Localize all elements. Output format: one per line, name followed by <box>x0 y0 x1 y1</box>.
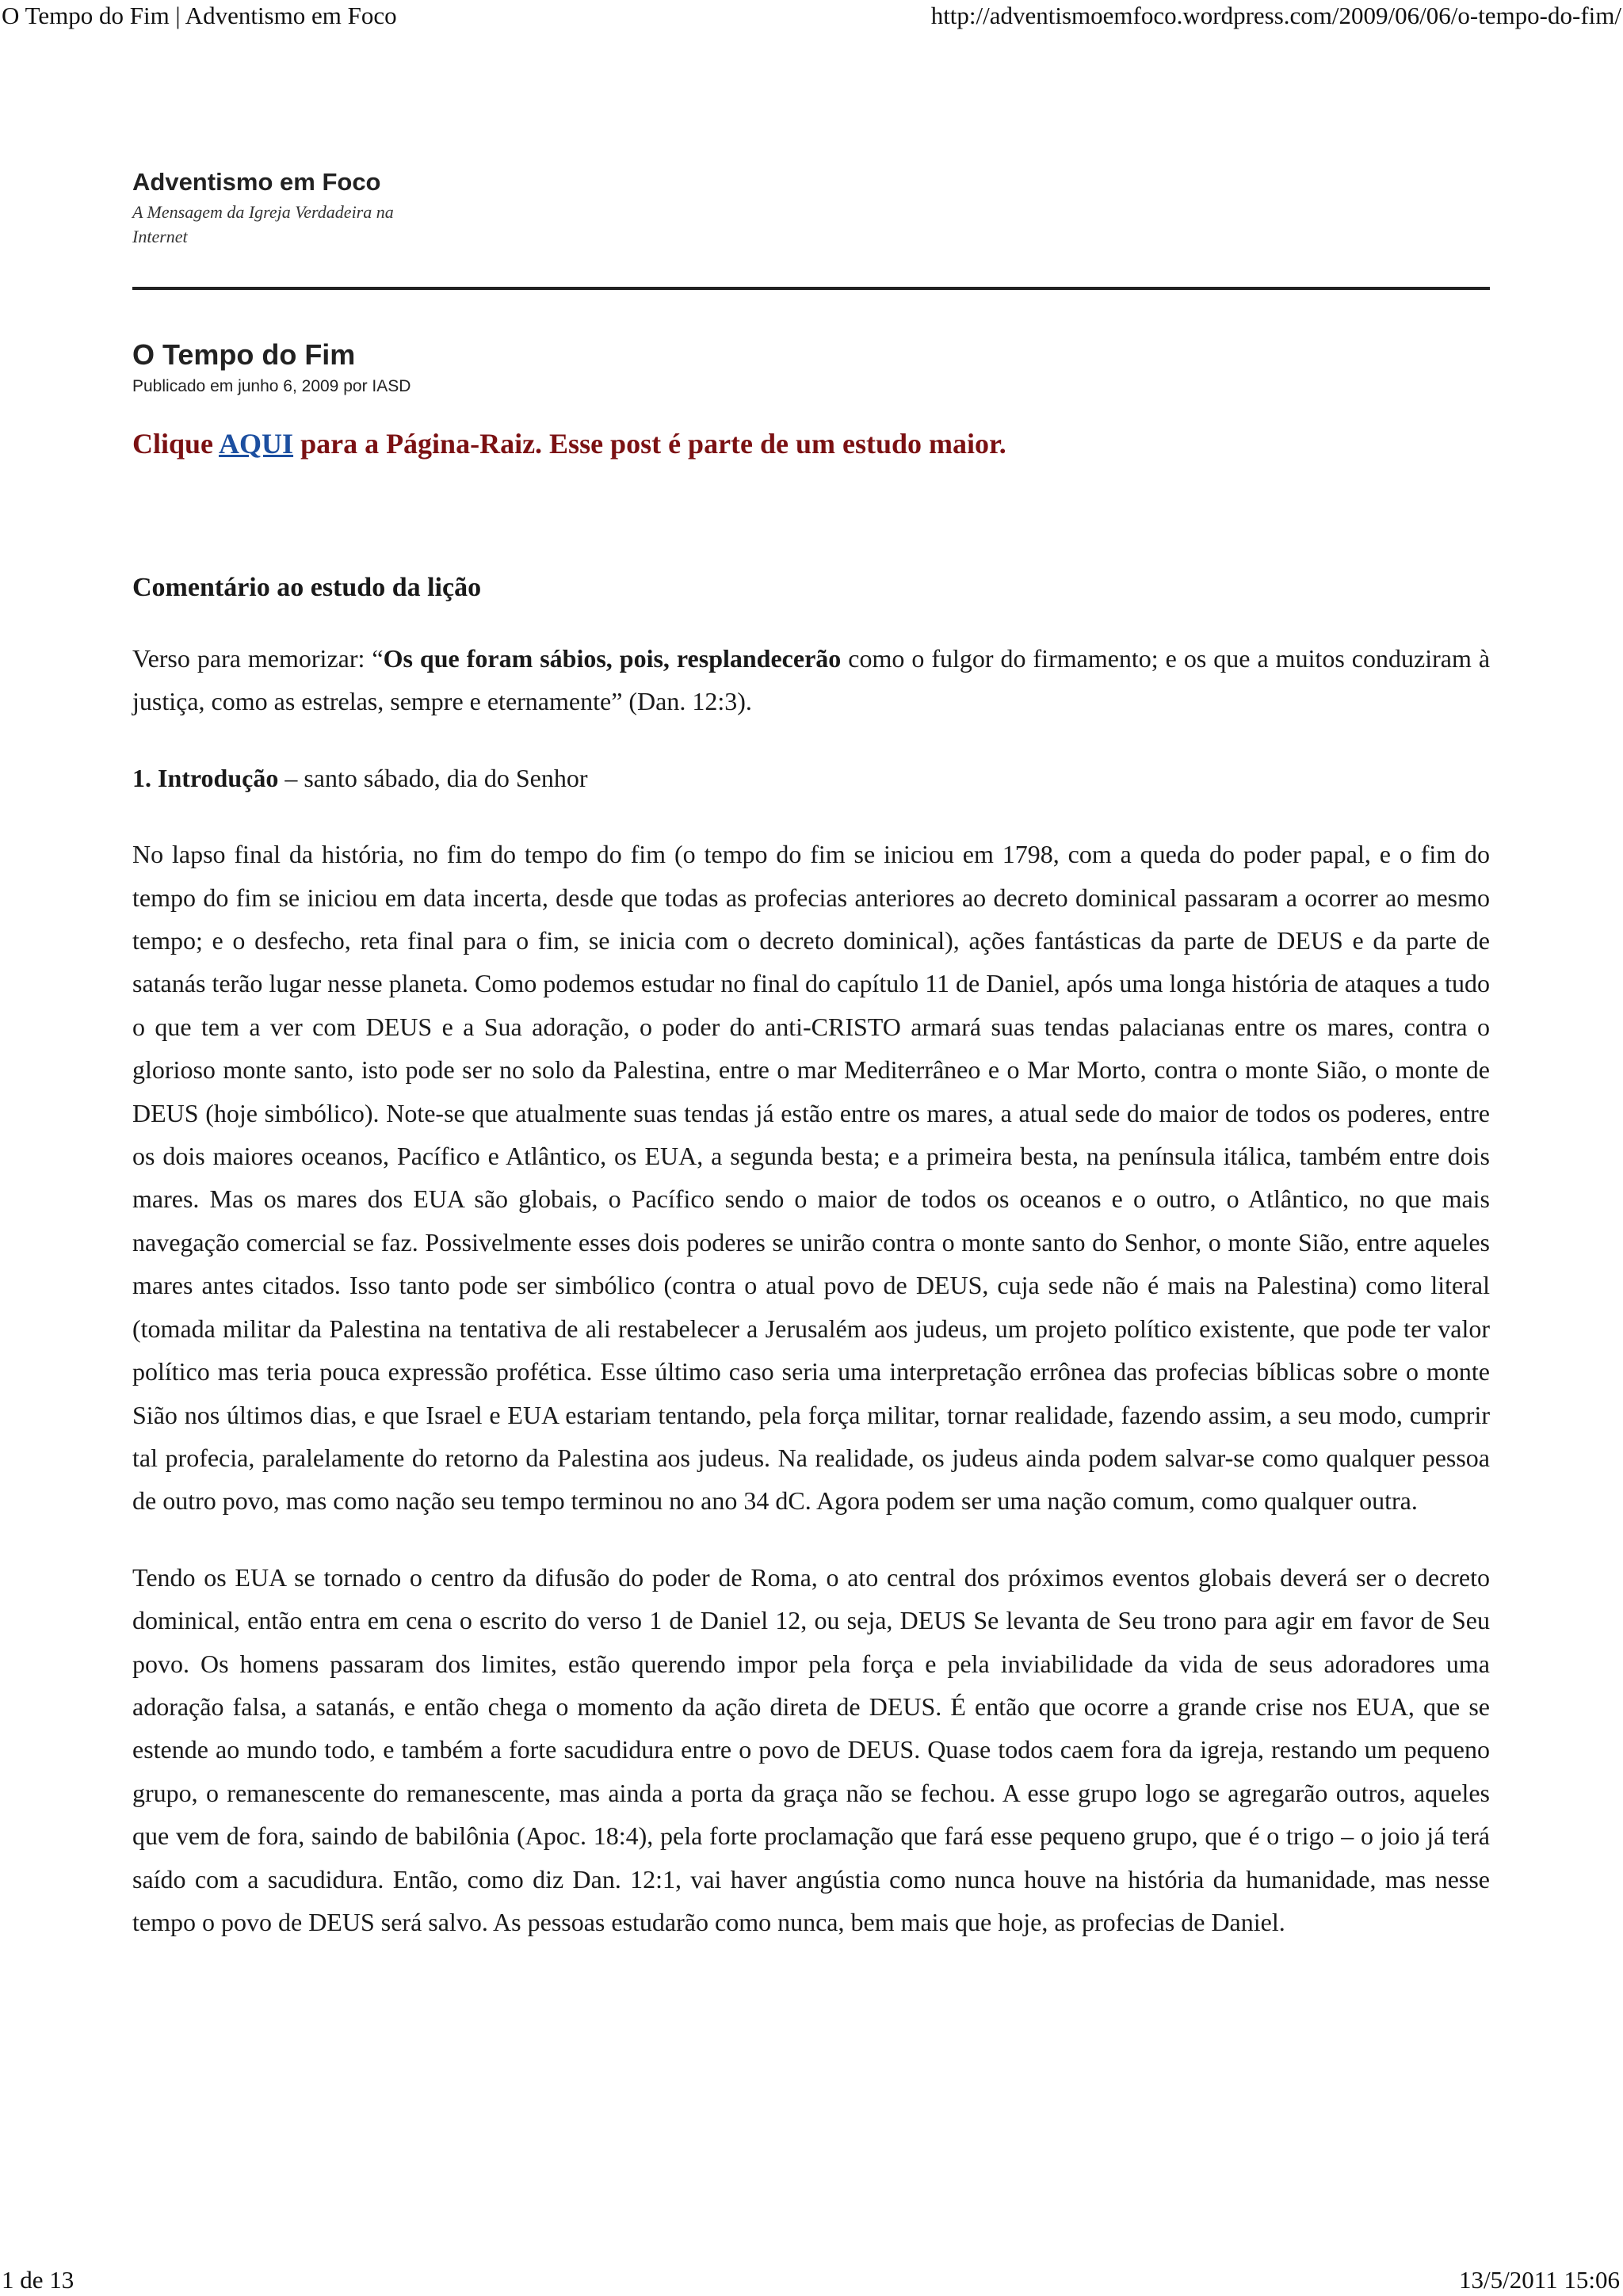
memory-verse-rest: como o fulgor do firmamento; e os que a muitos conduziram à justiça, como as estrelas, sempre e eternamente” (Dan. 12:3). <box>132 644 1491 716</box>
print-page-url: http://adventismoemfoco.wordpress.com/2009/06/06/o-tempo-do-fim/ <box>930 2 1621 29</box>
root-page-notice <box>132 426 1490 461</box>
print-header <box>0 0 1623 32</box>
header-divider <box>132 287 1490 290</box>
root-notice-before: Clique <box>132 428 220 460</box>
intro-heading <box>132 757 1490 799</box>
memory-verse-bold: Os que foram sábios, pois, resplandecerão <box>383 644 842 673</box>
root-notice-after: para a Página-Raiz. Esse post é parte de um estudo maior. <box>293 428 1006 460</box>
post-meta <box>132 376 1490 398</box>
memory-verse <box>132 637 1490 723</box>
body-paragraph: No lapso final da história, no fim do tempo do fim (o tempo do fim se iniciou em 1798, com a queda do poder papal, e o fim do tempo do fim se iniciou em data incerta, desde que todas as profecias anteriores ao decreto dominical passaram a ocorrer ao mesmo tempo; e o desfecho, reta final para o fim, se inicia com o decreto dominical), ações fantásticas da parte de DEUS e da parte de satanás terão lugar nesse planeta. Como podemos estudar no final do capítulo 11 de Daniel, após uma longa história de ataques a tudo o que tem a ver com DEUS e a Sua adoração, o poder do anti-CRISTO armará suas tendas palacianas entre os mares, contra o glorioso monte santo, isto pode ser no solo da Palestina, entre o mar Mediterrâneo e o Mar Morto, contra o monte Sião, o monte de DEUS (hoje simbólico). Note-se que atualmente suas tendas já estão entre os mares, a atual sede do maior de todos os poderes, entre os dois maiores oceanos, Pacífico e Atlântico, os EUA, a segunda besta; e a primeira besta, na península itálica, também entre dois mares. Mas os mares dos EUA são globais, o Pacífico sendo o maior de todos os oceanos e o outro, o Atlântico, no que mais navegação comercial se faz. Possivelmente esses dois poderes se unirão contra o monte santo do Senhor, o monte Sião, entre aqueles mares antes citados. Isso tanto pode ser simbólico (contra o atual povo de DEUS, cuja sede não é mais na Palestina) como literal (tomada militar da Palestina na tentativa de ali restabelecer a Jerusalém aos judeus, um projeto político existente, que pode ter valor político mas teria pouca expressão profética. Esse último caso seria uma interpretação errônea das profecias bíblicas sobre o monte Sião nos últimos dias, e que Israel e EUA estariam tentando, pela força militar, tornar realidade, fazendo assim, a seu modo, cumprir tal profecia, paralelamente do retorno da Palestina aos judeus. Na realidade, os judeus ainda podem salvar-se como qualquer pessoa de outro povo, mas como nação seu tempo terminou no ano 34 dC. Agora podem ser uma nação comum, como qualquer outra. <box>132 840 1490 1516</box>
print-datetime: 13/5/2011 15:06 <box>1459 2266 1620 2294</box>
page-content <box>132 166 1490 1943</box>
section-heading: Comentário ao estudo da lição <box>132 573 482 602</box>
site-title[interactable]: Adventismo em Foco <box>132 168 381 196</box>
post-date-link[interactable]: junho 6, 2009 <box>238 377 339 395</box>
memory-verse-label: Verso para memorizar: “ <box>132 644 384 673</box>
post-meta-prefix: Publicado em <box>132 377 239 395</box>
post-title[interactable]: O Tempo do Fim <box>132 338 356 371</box>
post-author-link[interactable]: IASD <box>372 377 411 395</box>
print-page-number: 1 de 13 <box>2 2266 74 2294</box>
root-page-link[interactable]: AQUI <box>219 428 294 460</box>
intro-title: 1. Introdução <box>132 763 279 792</box>
print-page-title: O Tempo do Fim | Adventismo em Foco <box>2 2 397 29</box>
body-paragraph: Tendo os EUA se tornado o centro da difusão do poder de Roma, o ato central dos próximos eventos globais deverá ser o decreto dominical, então entra em cena o escrito do verso 1 de Daniel 12, ou seja, DEUS Se levanta de Seu trono para agir em favor de Seu povo. Os homens passaram dos limites, estão querendo impor pela força e pela inviabilidade da vida de seus adoradores uma adoração falsa, a satanás, e então chega o momento da ação direta de DEUS. É então que ocorre a grande crise nos EUA, que se estende ao mundo todo, e também a forte sacudidura entre o povo de DEUS. Quase todos caem fora da igreja, restando um pequeno grupo, o remanescente do remanescente, mas ainda a porta da graça não se fechou. A esse grupo logo se agregarão outros, aqueles que vem de fora, saindo de babilônia (Apoc. 18:4), pela forte proclamação que fará esse pequeno grupo, que é o trigo – o joio já terá saído com a sacudidura. Então, como diz Dan. 12:1, vai haver angústia como nunca houve na história da humanidade, mas nesse tempo o povo de DEUS será salvo. As pessoas estudarão como nunca, bem mais que hoje, as profecias de Daniel. <box>132 1562 1490 1936</box>
post-meta-by: por <box>338 377 372 395</box>
print-footer <box>0 2264 1623 2296</box>
intro-subtitle: – santo sábado, dia do Senhor <box>278 763 588 792</box>
site-description: A Mensagem da Igreja Verdadeira na Internet <box>132 202 394 246</box>
